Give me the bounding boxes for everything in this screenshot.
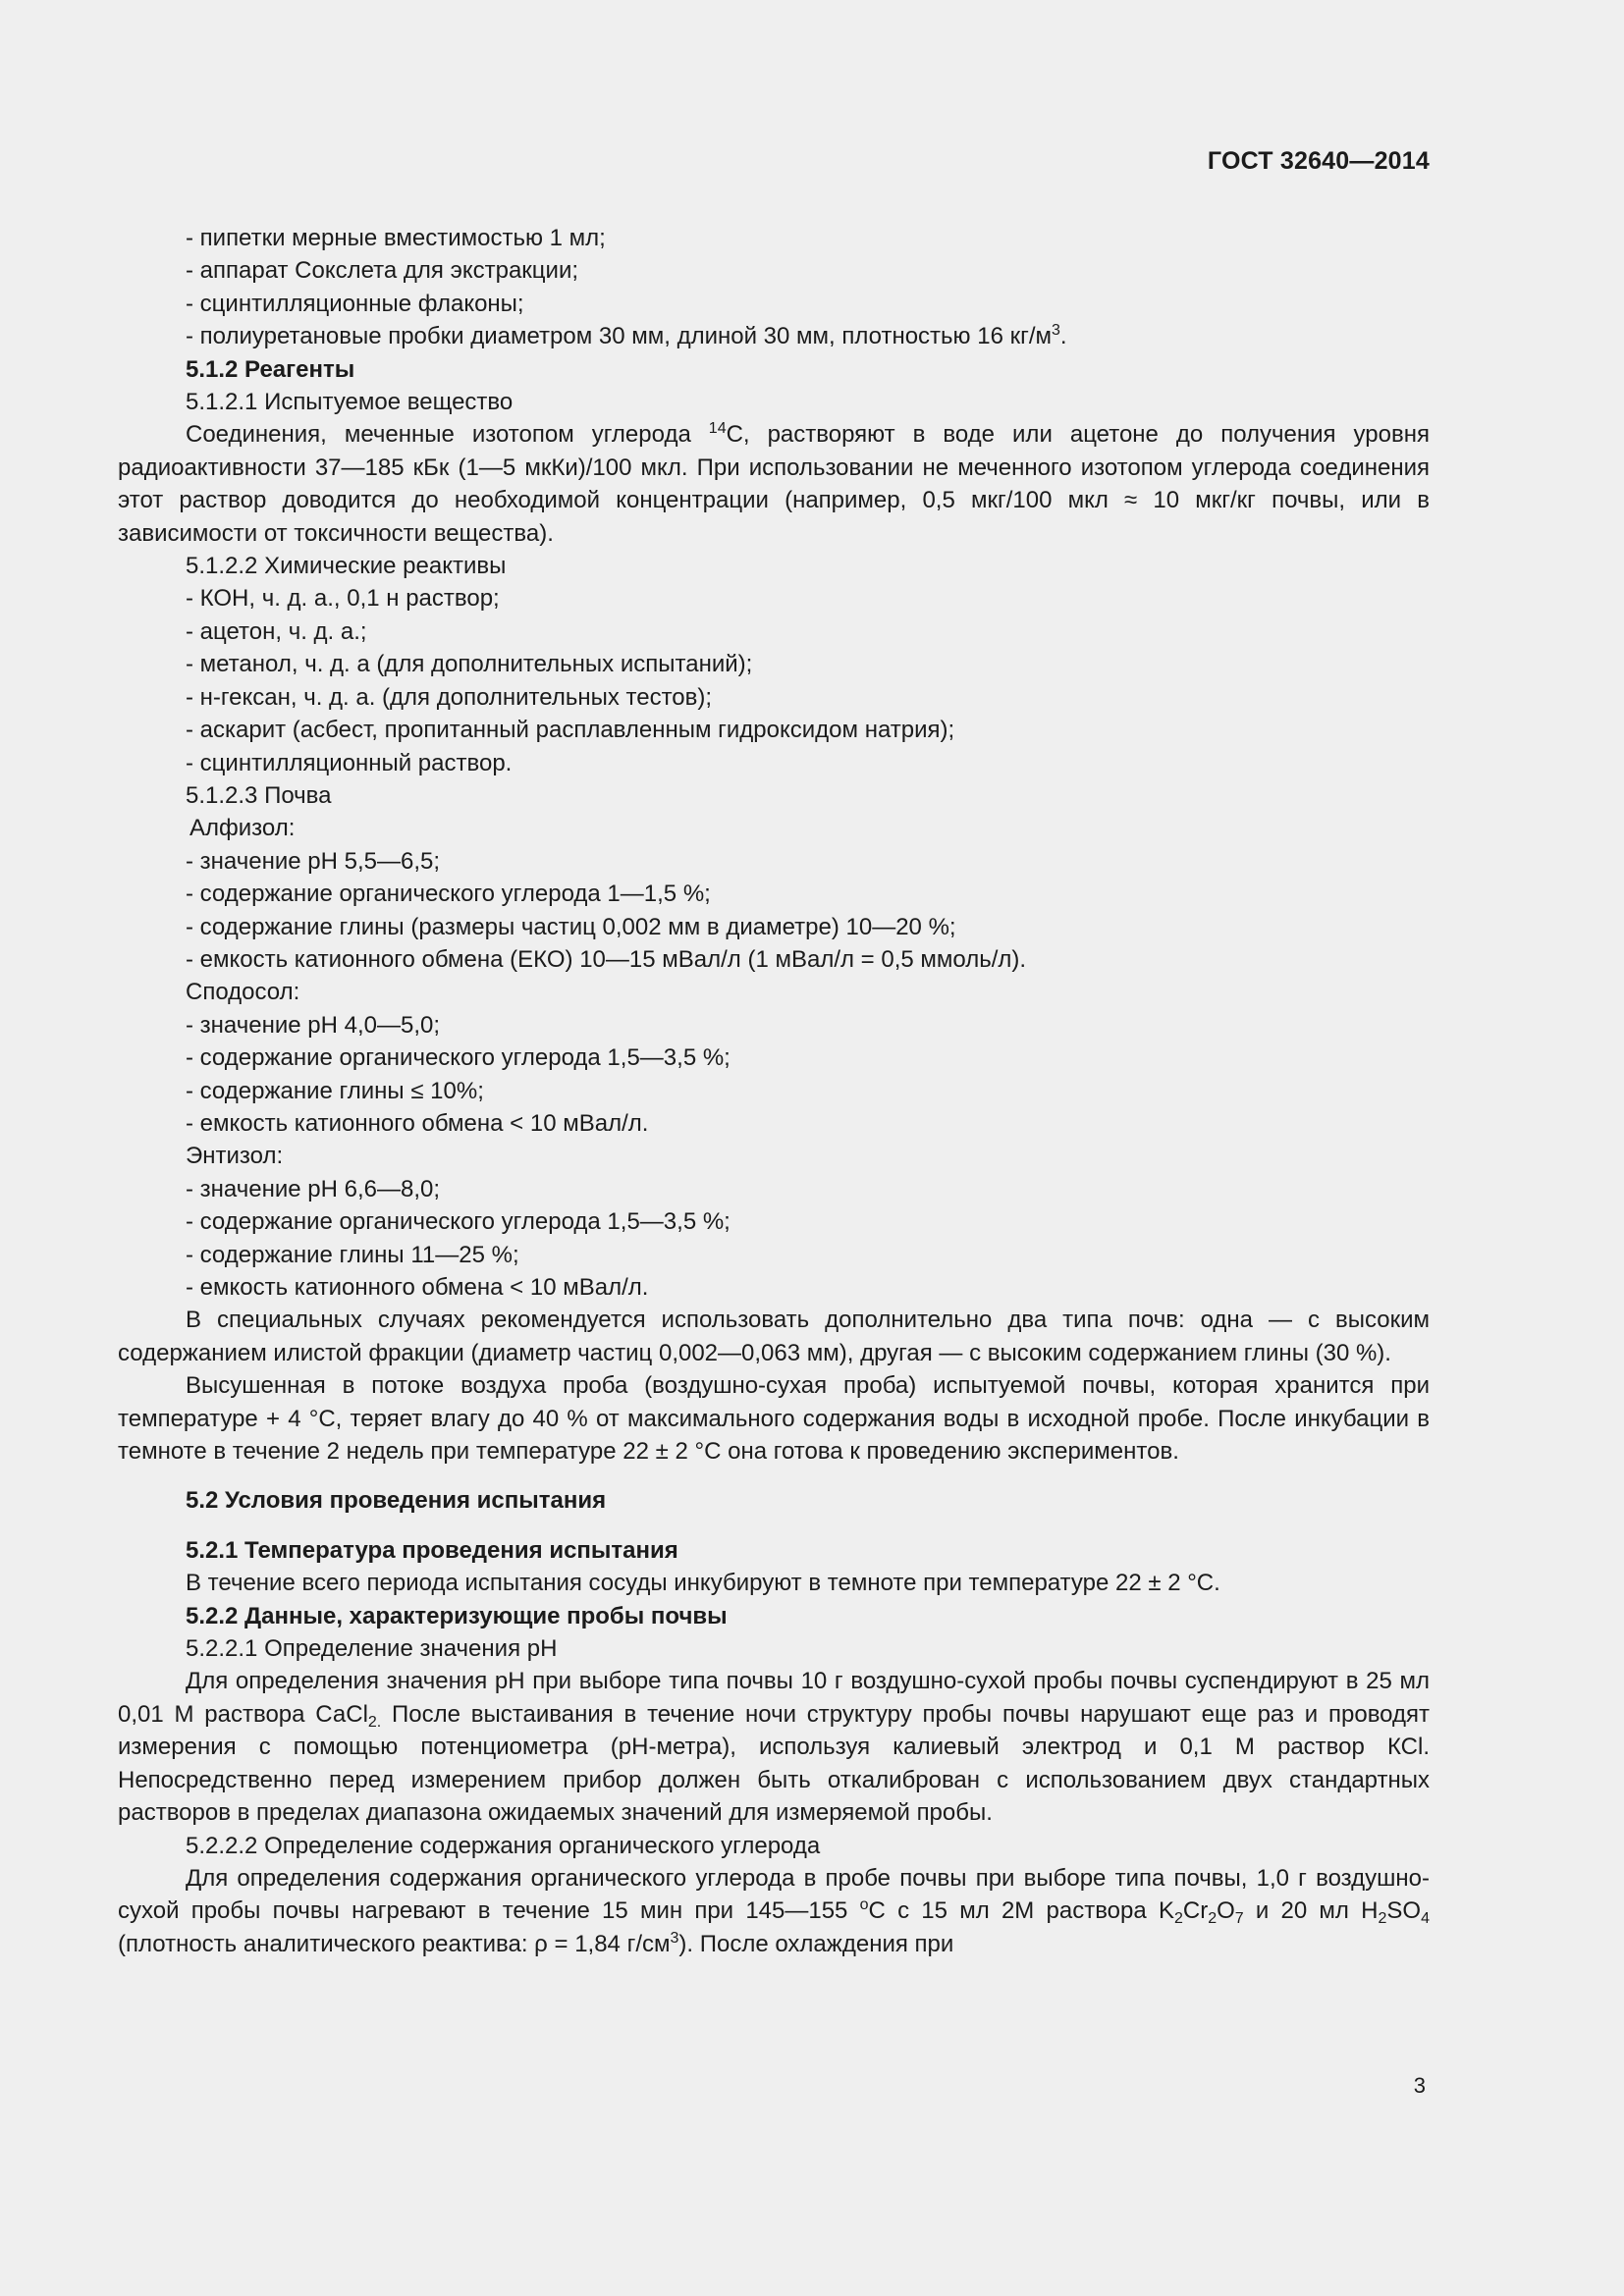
subsection-heading: 5.1.2.1 Испытуемое вещество <box>186 389 514 416</box>
subsection-heading: 5.2.2.2 Определение содержания органического углерода <box>186 1832 821 1859</box>
document-body <box>118 222 1430 1960</box>
page-number: 3 <box>1413 2073 1426 2098</box>
section-heading: 5.2.2 Данные, характеризующие пробы почвы <box>186 1602 728 1629</box>
list-item: - содержание органического углерода 1,5—3,5 %; <box>186 1044 731 1072</box>
subsection-heading: 5.1.2.3 Почва <box>186 781 332 809</box>
paragraph: Высушенная в потоке воздуха проба (воздушно-сухая проба) испытуемой почвы, которая хранится при температуре + 4 °С, теряет влагу до 40 % от максимального содержания воды в исходной пробе. После инкубации в темноте в течение 2 недель при температуре 22 ± 2 °С она готова к проведению экспериментов. <box>118 1372 1430 1466</box>
list-item: - КОН, ч. д. а., 0,1 н раствор; <box>186 585 500 613</box>
subsection-heading: 5.1.2.2 Химические реактивы <box>186 553 507 580</box>
list-item: - емкость катионного обмена < 10 мВал/л. <box>186 1109 649 1137</box>
soil-type-label: Сподосол: <box>186 979 300 1006</box>
list-item: - аппарат Сокслета для экстракции; <box>186 257 579 285</box>
list-item: - метанол, ч. д. а (для дополнительных испытаний); <box>186 651 753 678</box>
list-item: - ацетон, ч. д. а.; <box>186 617 367 645</box>
list-item: - значение рН 5,5—6,5; <box>186 847 441 875</box>
list-item: - емкость катионного обмена < 10 мВал/л. <box>186 1274 649 1301</box>
list-item: - аскарит (асбест, пропитанный расплавленным гидроксидом натрия); <box>186 717 955 744</box>
paragraph: Для определения значения рН при выборе типа почвы 10 г воздушно-сухой пробы почвы суспендируют в 25 мл 0,01 М раствора СаСl$_{2.}$ После выстаивания в течение ночи структуру пробы почвы нарушают еще раз и проводят измерения с помощью потенциометра (рН-метра), используя калиевый электрод и 0,1 М раствор КСl. Непосредственно перед измерением прибор должен быть откалиброван с использованием двух стандартных растворов в пределах диапазона ожидаемых значений для измеряемой пробы. <box>118 1668 1430 1827</box>
section-heading: 5.1.2 Реагенты <box>186 355 355 383</box>
paragraph: Для определения содержания органического углерода в пробе почвы при выборе типа почвы, 1,0 г воздушно-сухой пробы почвы нагревают в течение 15 мин при 145—155 $^о$С с 15 мл 2М раствора $K_2Cr_2O_7$ и 20 мл $H_2SO_4$ (плотность аналитического реактива: ρ = 1,84 $г/см^3$). После охлаждения при <box>118 1864 1430 1957</box>
paragraph: В специальных случаях рекомендуется использовать дополнительно два типа почв: одна — с высоким содержанием илистой фракции (диаметр частиц 0,002—0,063 мм), другая — с высоким содержанием глины (30 %). <box>118 1307 1430 1366</box>
list-item: - сцинтилляционные флаконы; <box>186 290 524 317</box>
list-item: - содержание органического углерода 1—1,5 %; <box>186 881 711 908</box>
list-item: - полиуретановые пробки диаметром 30 мм, длиной 30 мм, плотностью 16 $кг/м^3$. <box>186 322 1067 350</box>
list-item: - пипетки мерные вместимостью 1 мл; <box>186 225 606 251</box>
list-item: - н-гексан, ч. д. а. (для дополнительных тестов); <box>186 683 713 711</box>
list-item: - емкость катионного обмена (ЕКО) 10—15 мВал/л (1 мВал/л = 0,5 ммоль/л). <box>186 945 1027 973</box>
list-item: - содержание глины ≤ 10%; <box>186 1077 484 1104</box>
list-item: - значение рН 4,0—5,0; <box>186 1011 441 1039</box>
subsection-heading: 5.2.2.1 Определение значения рН <box>186 1635 558 1663</box>
list-item: - содержание органического углерода 1,5—3,5 %; <box>186 1208 731 1236</box>
soil-type-label: Энтизол: <box>186 1143 284 1170</box>
list-item: - содержание глины 11—25 %; <box>186 1241 519 1268</box>
list-item: - содержание глины (размеры частиц 0,002 мм в диаметре) 10—20 %; <box>186 913 956 940</box>
list-item: - сцинтилляционный раствор. <box>186 749 513 776</box>
document-header: ГОСТ 32640—2014 <box>1207 147 1430 175</box>
paragraph: В течение всего периода испытания сосуды инкубируют в темноте при температуре 22 ± 2 °С. <box>186 1570 1220 1597</box>
soil-type-label: Алфизол: <box>189 815 296 842</box>
paragraph: Соединения, меченные изотопом углерода $^{14}$С, растворяют в воде или ацетоне до получения уровня радиоактивности 37—185 кБк (1—5 мкКи)/100 мкл. При использовании не меченного изотопом углерода соединения этот раствор доводится до необходимой концентрации (например, 0,5 мкг/100 мкл ≈ 10 мкг/кг почвы, или в зависимости от токсичности вещества). <box>118 420 1430 547</box>
list-item: - значение рН 6,6—8,0; <box>186 1175 441 1202</box>
section-heading: 5.2 Условия проведения испытания <box>186 1487 607 1515</box>
section-heading: 5.2.1 Температура проведения испытания <box>186 1536 678 1564</box>
